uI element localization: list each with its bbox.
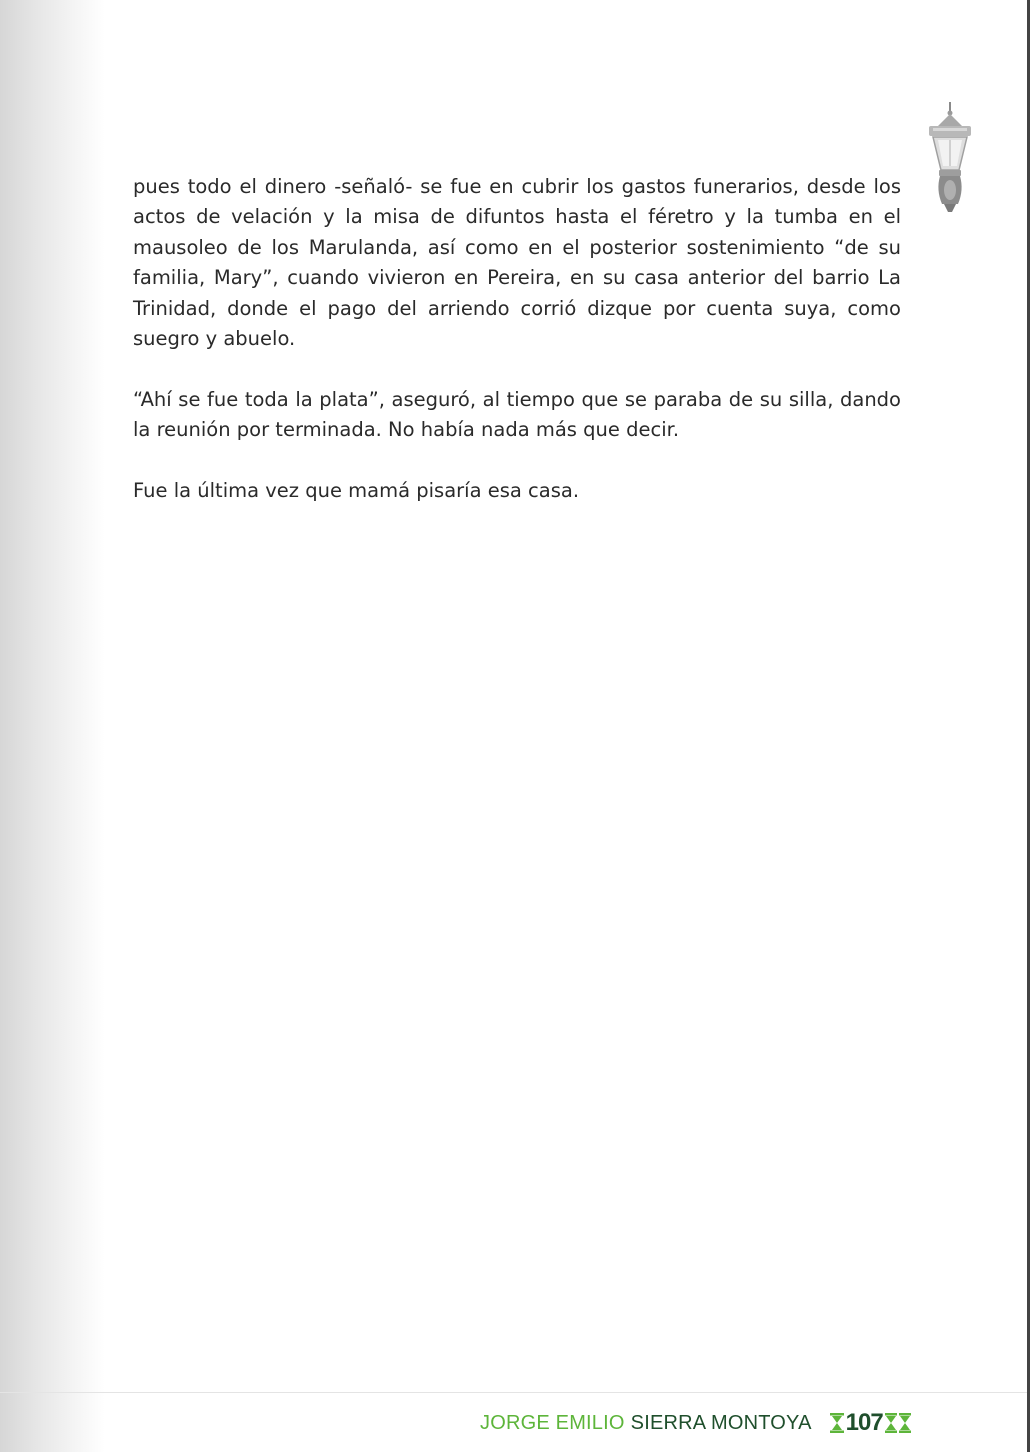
body-text [133, 172, 901, 537]
paragraph-3: Fue la última vez que mamá pisaría esa casa. [133, 479, 580, 503]
hourglass-icon [885, 1413, 911, 1433]
page-footer [480, 1406, 911, 1440]
page-number: 107 [845, 1409, 883, 1436]
street-lamp-icon [924, 100, 976, 216]
author-first-name: JORGE EMILIO [480, 1411, 625, 1434]
page-number-mark [830, 1409, 911, 1437]
paragraph-2: “Ahí se fue toda la plata”, aseguró, al tiempo que se paraba de su silla, dando la reunión por terminada. No había nada más que decir. [133, 387, 901, 442]
footer-divider [0, 1392, 1027, 1393]
page-gutter-shadow [0, 0, 105, 1452]
author-last-name: SIERRA MONTOYA [630, 1411, 812, 1434]
paragraph-1: pues todo el dinero -señaló- se fue en cubrir los gastos funerarios, desde los actos de velación y la misa de difuntos hasta el féretro y la tumba en el mausoleo de los Marulanda, así como en el posterior sostenimiento “de su familia, Mary”, cuando vivieron en Pereira, en su casa anterior del barrio La Trinidad, donde el pago del arriendo corrió dizque por cuenta suya, como suegro y abuelo. [133, 175, 901, 351]
hourglass-icon [830, 1413, 844, 1433]
